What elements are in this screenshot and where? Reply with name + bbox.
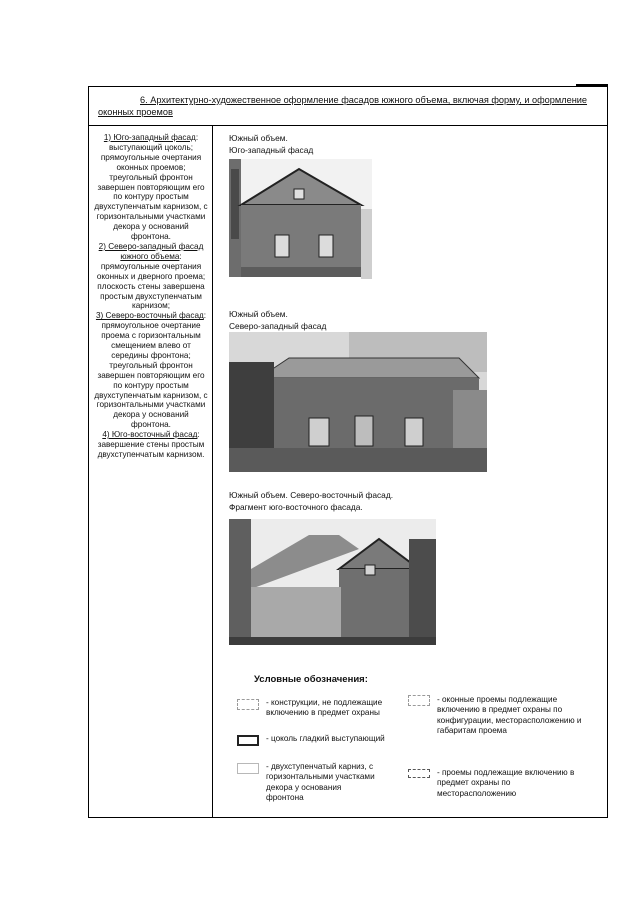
section-header bbox=[88, 86, 608, 126]
photo-1-caption-line1: Южный объем. bbox=[229, 133, 288, 143]
photo-2-northwest-facade bbox=[229, 332, 487, 472]
facade-item bbox=[94, 311, 208, 430]
facade-body: : прямоугольное очертание проема с горизонтальным смещением влево от середины фронтона; треугольный фронтон завершен повторяющим его по контуру простым двухступенчатым карнизом, с горизонтальными участками декора у оснований фронтона. bbox=[94, 311, 208, 430]
facade-body: : прямоугольные очертания оконных и дверного проема; плоскость стены завершена простым двухступенчатым карнизом; bbox=[96, 251, 206, 311]
photo-1-southwest-facade bbox=[229, 159, 372, 294]
legend-swatch-window-openings bbox=[408, 695, 430, 706]
legend-item-cornice: - двухступенчатый карниз, с горизонтальными участками декора у основания фронтона bbox=[266, 762, 375, 803]
facade-heading: 4) Юго-восточный фасад bbox=[102, 430, 198, 440]
facade-item bbox=[94, 133, 208, 242]
facade-heading: 2) Северо-западный фасад южного объема bbox=[98, 241, 204, 261]
photo-2-caption-line2: Северо-западный фасад bbox=[229, 321, 327, 331]
facade-body: : выступающий цоколь; прямоугольные очертания оконных проемов; треугольный фронтон завершен повторяющим его по контуру простым двухступенчатым карнизом, с горизонтальными участками декора у оснований фронтона. bbox=[94, 133, 208, 242]
legend-item-openings-location: - проемы подлежащие включению в предмет охраны по месторасположению bbox=[437, 768, 575, 798]
facade-item bbox=[94, 242, 208, 311]
legend-item-plinth: - цоколь гладкий выступающий bbox=[266, 734, 385, 743]
photo-1-caption-line2: Юго-западный фасад bbox=[229, 145, 314, 155]
photo-3-caption-line2: Фрагмент юго-восточного фасада. bbox=[229, 502, 363, 512]
facade-item bbox=[94, 430, 208, 460]
photo-2-caption-line1: Южный объем. bbox=[229, 309, 288, 319]
legend-swatch-openings-location bbox=[408, 769, 430, 778]
legend-item-window-openings: - оконные проемы подлежащие включению в предмет охраны по конфигурации, месторасположению и габаритам проема bbox=[437, 695, 582, 736]
facade-descriptions bbox=[94, 133, 208, 460]
facade-body: : завершение стены простым двухступенчатым карнизом. bbox=[97, 430, 205, 459]
photo-3-caption bbox=[229, 489, 393, 513]
column-divider bbox=[212, 126, 213, 818]
photo-1-caption bbox=[229, 132, 313, 156]
section-title: 6. Архитектурно-художественное оформление фасадов южного объема, включая форму, и оформление оконных проемов bbox=[98, 95, 588, 117]
legend-title: Условные обозначения: bbox=[254, 674, 368, 685]
left-description-column bbox=[90, 128, 212, 817]
photo-2-caption bbox=[229, 308, 326, 332]
facade-heading: 3) Северо-восточный фасад bbox=[95, 311, 204, 321]
legend-swatch-plinth bbox=[237, 735, 259, 746]
facade-heading: 1) Юго-западный фасад bbox=[103, 133, 196, 142]
legend-item-excluded-constructions: - конструкции, не подлежащие включению в предмет охраны bbox=[266, 698, 383, 718]
legend-swatch-excluded-constructions bbox=[237, 699, 259, 710]
photo-3-caption-line1: Южный объем. Северо-восточный фасад. bbox=[229, 490, 394, 500]
legend-swatch-cornice bbox=[237, 763, 259, 774]
photo-3-northeast-facade bbox=[229, 519, 436, 645]
